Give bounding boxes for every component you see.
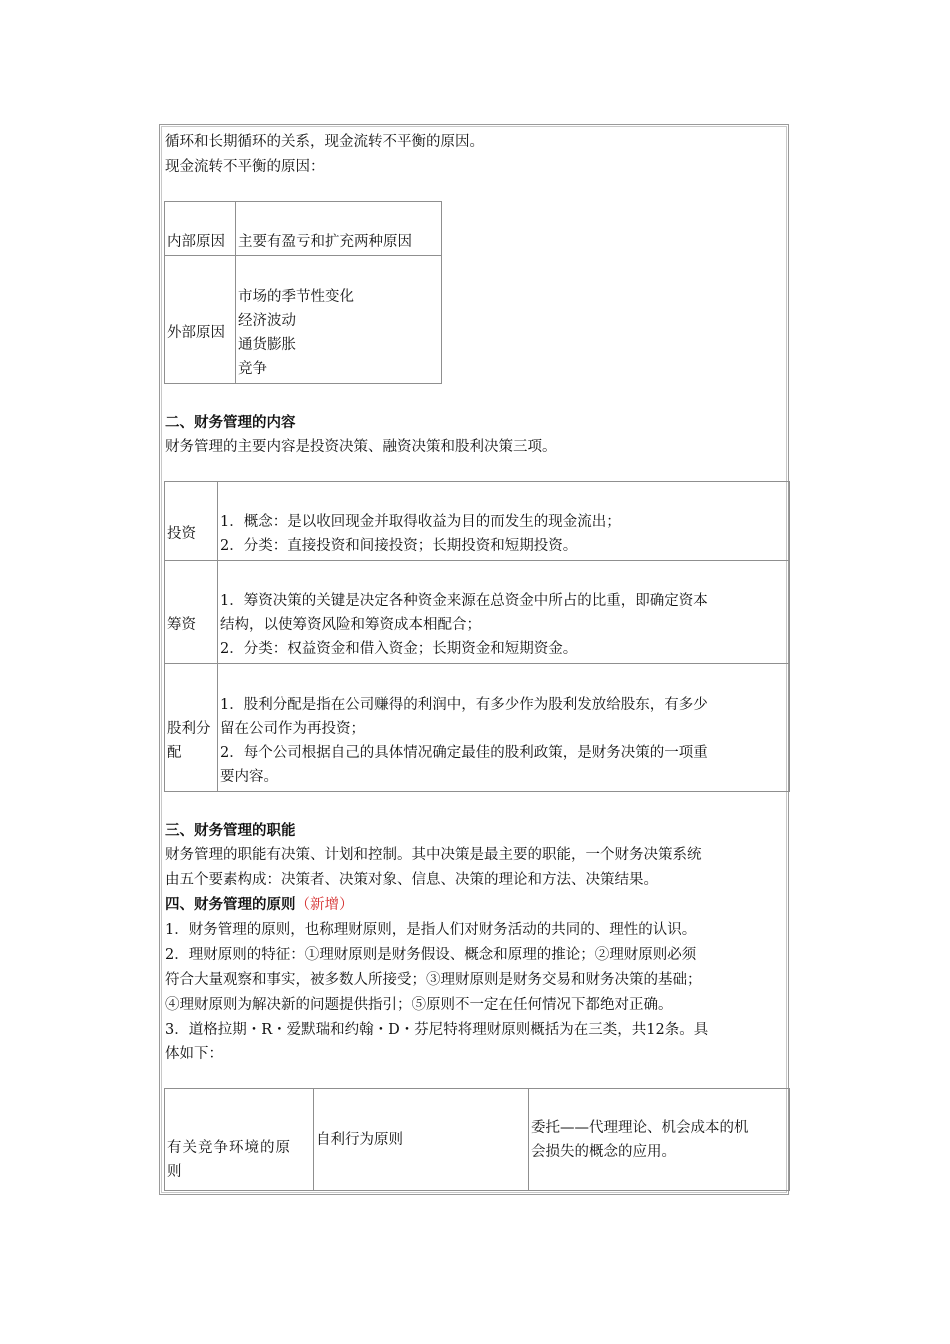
table-row xyxy=(165,1089,790,1191)
cashflow-item: 市场的季节性变化 xyxy=(238,288,354,305)
principles-application-text: 会损失的概念的应用。 xyxy=(531,1143,676,1160)
section-3-line-2: 由五个要素构成：决策者、决策对象、信息、决策的理论和方法、决策结果。 xyxy=(165,872,658,888)
section-4-line-4: ④理财原则为解决新的问题提供指引；⑤原则不一定在任何情况下都绝对正确。 xyxy=(165,997,673,1013)
intro-line-1: 循环和长期循环的关系，现金流转不平衡的原因。 xyxy=(165,134,484,150)
content-body-financing xyxy=(218,561,790,664)
intro-line-2: 现金流转不平衡的原因： xyxy=(165,159,325,175)
section-4-line-5: 3．道格拉期・R・爱默瑞和约翰・D・芬尼特将理财原则概括为在三类，共12条。具 xyxy=(165,1022,709,1038)
content-line: 2．分类：直接投资和间接投资；长期投资和短期投资。 xyxy=(220,538,578,554)
content-table xyxy=(164,481,790,792)
content-label-text: 股利分 xyxy=(167,720,211,737)
table-row xyxy=(165,256,442,384)
table-row xyxy=(165,202,442,256)
cashflow-items-internal xyxy=(236,202,442,256)
principles-application-text: 委托——代理理论、机会成本的机 xyxy=(531,1119,749,1136)
section-2-heading: 二、财务管理的内容 xyxy=(165,415,296,431)
cashflow-label-internal: 内部原因 xyxy=(165,202,236,256)
content-line: 1．概念：是以收回现金并取得收益为目的而发生的现金流出； xyxy=(220,514,621,530)
cashflow-item: 经济波动 xyxy=(238,312,296,329)
content-label-text: 筹资 xyxy=(167,617,196,633)
content-body-dividend xyxy=(218,664,790,792)
content-line: 1．股利分配是指在公司赚得的利润中，有多少作为股利发放给股东，有多少 xyxy=(220,696,708,713)
content-label-text: 投资 xyxy=(167,526,196,542)
new-tag: （新增） xyxy=(295,897,354,913)
cashflow-table xyxy=(164,201,442,384)
section-4-line-2: 2．理财原则的特征：①理财原则是财务假设、概念和原理的推论；②理财原则必须 xyxy=(165,947,697,963)
principles-category-text: 有关竞争环境的原 xyxy=(167,1139,291,1156)
section-4-heading-row xyxy=(165,893,354,917)
content-label-financing xyxy=(165,561,218,664)
section-2-paragraph: 财务管理的主要内容是投资决策、融资决策和股利决策三项。 xyxy=(165,439,557,455)
cashflow-label-external: 外部原因 xyxy=(165,256,236,384)
content-label-text: 配 xyxy=(167,744,182,761)
principles-category xyxy=(165,1089,314,1191)
section-4-line-6: 体如下： xyxy=(165,1046,223,1062)
table-row xyxy=(165,482,790,561)
section-4-heading: 四、财务管理的原则 xyxy=(165,897,296,913)
table-row xyxy=(165,664,790,792)
content-line: 1．筹资决策的关键是决定各种资金来源在总资金中所占的比重，即确定资本 xyxy=(220,593,708,609)
cashflow-item: 主要有盈亏和扩充两种原因 xyxy=(238,233,412,250)
cashflow-item: 通货膨胀 xyxy=(238,336,296,353)
content-label-dividend xyxy=(165,664,218,792)
cashflow-item: 竞争 xyxy=(238,360,267,377)
principles-application xyxy=(529,1089,790,1191)
content-body-investment xyxy=(218,482,790,561)
table-row xyxy=(165,561,790,664)
section-4-line-3: 符合大量观察和事实，被多数人所接受；③理财原则是财务交易和财务决策的基础； xyxy=(165,972,702,988)
content-label-investment xyxy=(165,482,218,561)
content-line: 留在公司作为再投资； xyxy=(220,720,365,737)
content-line: 2．每个公司根据自己的具体情况确定最佳的股利政策，是财务决策的一项重 xyxy=(220,744,708,761)
principles-category-text: 则 xyxy=(167,1163,182,1180)
content-line: 要内容。 xyxy=(220,768,278,785)
section-4-line-1: 1．财务管理的原则，也称理财原则，是指人们对财务活动的共同的、理性的认识。 xyxy=(165,922,697,938)
principles-table xyxy=(164,1088,790,1191)
section-3-line-1: 财务管理的职能有决策、计划和控制。其中决策是最主要的职能，一个财务决策系统 xyxy=(165,847,702,863)
content-line: 结构，以使筹资风险和筹资成本相配合； xyxy=(220,617,481,633)
content-line: 2．分类：权益资金和借入资金；长期资金和短期资金。 xyxy=(220,641,578,657)
cashflow-items-external xyxy=(236,256,442,384)
principles-principle: 自利行为原则 xyxy=(314,1089,529,1191)
section-3-heading: 三、财务管理的职能 xyxy=(165,823,296,839)
